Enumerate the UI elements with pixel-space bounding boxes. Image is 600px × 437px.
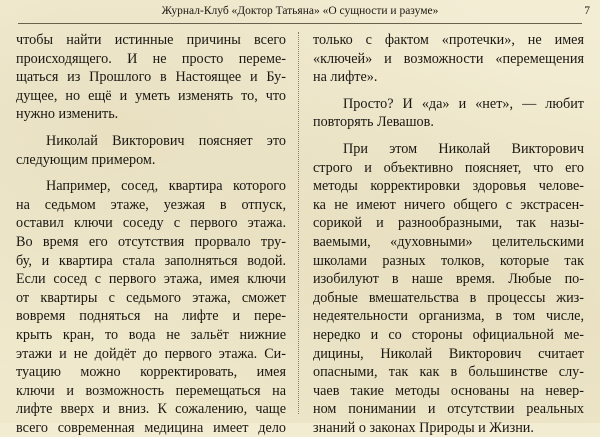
text-line: на седьмом этаже, уезжая в отпуск, (16, 196, 286, 213)
text-line: добные вмешательства в процессы жиз- (313, 289, 584, 306)
text-line: «ключей» и возможности «перемещения (313, 50, 584, 67)
text-line: строго и объективно поясняет, что его (313, 159, 584, 176)
text-line: повторять Левашов. (313, 114, 434, 131)
text-line: оставил ключи соседу с первого этажа. (16, 215, 286, 232)
text-line: сорикой и разнообразными, так назы- (313, 215, 584, 232)
header-rule (18, 23, 582, 24)
text-line: всего современная медицина имеет дело (16, 419, 286, 436)
text-line: методы корректировки здоровья челове- (313, 178, 584, 195)
paragraph-gap (16, 169, 286, 177)
text-line: щаться из Прошлого в Настоящее и Бу- (16, 69, 286, 86)
text-line: дицины, Николай Викторович считает (313, 345, 584, 362)
text-line: Просто? И «да» и «нет», — любит (343, 95, 584, 112)
text-line: ключи и возможность перемещаться на (16, 382, 286, 399)
text-line: чаев такие методы основаны на невер- (313, 382, 584, 399)
text-line: Если сосед с первого этажа, имея ключи (16, 271, 286, 288)
paragraph-gap (313, 87, 584, 95)
text-line: только с фактом «протечки», не имея (313, 32, 584, 48)
text-line: школами разных толков, которые так (313, 252, 584, 269)
text-line: этажи и не дойдёт до первого этажа. Си- (16, 345, 286, 362)
text-line: туацию можно корректировать, имея (16, 364, 286, 381)
text-line: ка не имеют ничего общего с экстрасен- (313, 196, 584, 213)
text-line: нужно изменить. (16, 106, 119, 123)
text-line: от квартиры с седьмого этажа, сможет (16, 289, 286, 306)
text-line: вовремя подняться на лифте и пере- (16, 308, 286, 325)
text-line: крыть кран, то вода не зальёт нижние (16, 326, 286, 343)
text-line: изобилуют в наше время. Любые по- (313, 271, 584, 288)
text-line: Например, сосед, квартира которого (46, 178, 286, 195)
text-line: чтобы найти истинные причины всего (16, 32, 286, 48)
journal-title: Журнал-Клуб «Доктор Татьяна» «О сущности и разуме» (161, 5, 439, 17)
column-divider (298, 32, 299, 414)
paragraph-gap (16, 124, 286, 132)
text-line: ном понимании и отсутствии реальных (313, 401, 584, 418)
text-line: на лифте». (313, 69, 378, 86)
text-line: следующим примером. (16, 151, 156, 168)
text-line: недеятельности организма, в том числе, (313, 308, 584, 325)
page-header (0, 0, 600, 24)
right-column (313, 31, 584, 437)
text-line: нередко и со стороны официальной ме- (313, 326, 584, 343)
text-line: дущее, но ещё и уметь изменять то, что (16, 87, 286, 104)
text-line: При этом Николай Викторович (343, 140, 584, 157)
left-column (16, 31, 286, 437)
text-line: бу, и квартира стала заполняться водой. (16, 252, 286, 269)
paragraph-gap (313, 132, 584, 140)
text-line: Николай Викторович поясняет это (46, 132, 286, 149)
text-line: ваемыми, «духовными» целительскими (313, 233, 584, 250)
text-line: лифте вверх и вниз. К сожалению, чаще (16, 401, 286, 418)
text-line: происходящего. И не просто переме- (16, 50, 286, 67)
text-line: знаний о законах Природы и Жизни. (313, 419, 534, 436)
page-number: 7 (584, 5, 590, 17)
text-line: опасными, так как в большинстве слу- (313, 364, 584, 381)
text-line: Во время его отсутствия прорвало тру- (16, 233, 286, 250)
